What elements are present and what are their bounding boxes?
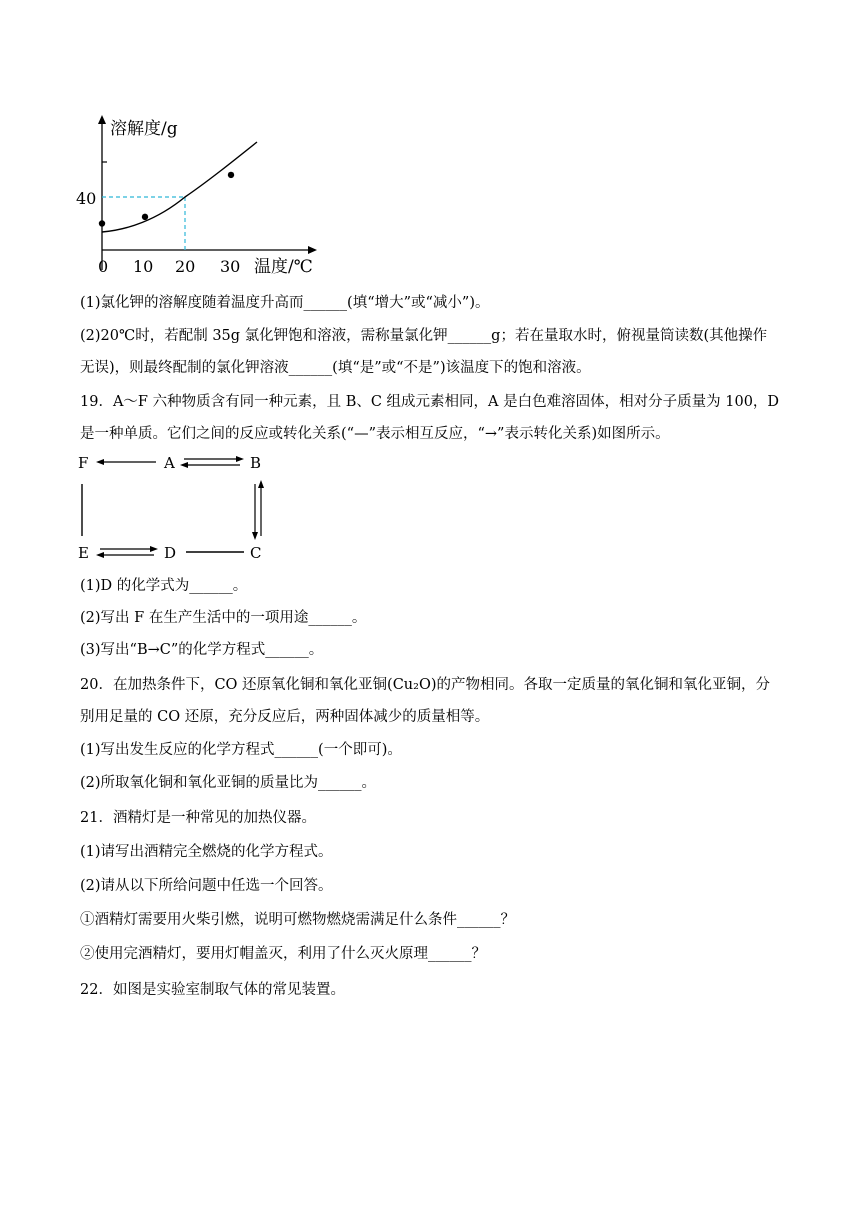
q18-part2-line2: 无误)，则最终配制的氯化钾溶液______(填“是”或“不是”)该温度下的饱和溶液。 xyxy=(80,360,591,376)
q21-part1: (1)请写出酒精完全燃烧的化学方程式。 xyxy=(80,844,333,860)
solubility-graph xyxy=(72,112,332,277)
x-axis-label: 温度/℃ xyxy=(254,257,313,277)
q20-stem-line2: 别用足量的 CO 还原，充分反应后，两种固体减少的质量相等。 xyxy=(80,709,490,725)
x-tick-label-0: 0 xyxy=(98,257,109,276)
relation-diagram xyxy=(72,452,282,564)
q20-part2: (2)所取氧化铜和氧化亚铜的质量比为______。 xyxy=(80,775,377,791)
q21-option2: ②使用完酒精灯，要用灯帽盖灭，利用了什么灭火原理______？ xyxy=(80,946,486,962)
data-point-1 xyxy=(142,214,148,220)
q18-part2-line1: (2)20℃时，若配制 35g 氯化钾饱和溶液，需称量氯化钾______g；若在量取水时，俯视量筒读数(其他操作 xyxy=(80,328,768,344)
x-tick-label-10: 10 xyxy=(133,257,154,276)
y-axis-label: 溶解度/g xyxy=(110,119,178,139)
q20-part1: (1)写出发生反应的化学方程式______(一个即可)。 xyxy=(80,742,402,758)
data-point-3 xyxy=(228,172,234,178)
y-tick-label: 40 xyxy=(76,189,97,208)
q20-stem-line1: 20．在加热条件下，CO 还原氧化铜和氧化亚铜(Cu₂O)的产物相同。各取一定质量的氧化铜和氧化亚铜，分 xyxy=(80,677,770,693)
node-B: B xyxy=(250,454,262,472)
q19-stem-line1: 19．A～F 六种物质含有同一种元素，且 B、C 组成元素相同，A 是白色难溶固体，相对分子质量为 100，D xyxy=(80,394,780,410)
node-F: F xyxy=(78,454,89,472)
node-A: A xyxy=(164,454,175,472)
q19-part3: (3)写出“B→C”的化学方程式______。 xyxy=(80,642,324,658)
solubility-curve xyxy=(102,142,257,232)
q22-stem: 22．如图是实验室制取气体的常见装置。 xyxy=(80,982,345,998)
q18-part1: (1)氯化钾的溶解度随着温度升高而______(填“增大”或“减小”)。 xyxy=(80,295,490,311)
x-tick-label-30: 30 xyxy=(220,257,241,276)
x-axis-arrow-icon xyxy=(308,246,317,254)
node-C: C xyxy=(250,544,262,562)
q21-stem: 21．酒精灯是一种常见的加热仪器。 xyxy=(80,810,316,826)
q19-stem-line2: 是一种单质。它们之间的反应或转化关系(“—”表示相互反应，“→”表示转化关系)如图所示。 xyxy=(80,426,670,442)
data-point-0 xyxy=(99,220,105,226)
q19-part2: (2)写出 F 在生产生活中的一项用途______。 xyxy=(80,610,367,626)
node-D: D xyxy=(164,544,177,562)
x-tick-label-20: 20 xyxy=(175,257,196,276)
q21-part2: (2)请从以下所给问题中任选一个回答。 xyxy=(80,878,333,894)
node-E: E xyxy=(78,544,89,562)
q21-option1: ①酒精灯需要用火柴引燃，说明可燃物燃烧需满足什么条件______？ xyxy=(80,912,515,928)
y-axis-arrow-icon xyxy=(98,115,106,124)
q19-part1: (1)D 的化学式为______。 xyxy=(80,578,248,594)
